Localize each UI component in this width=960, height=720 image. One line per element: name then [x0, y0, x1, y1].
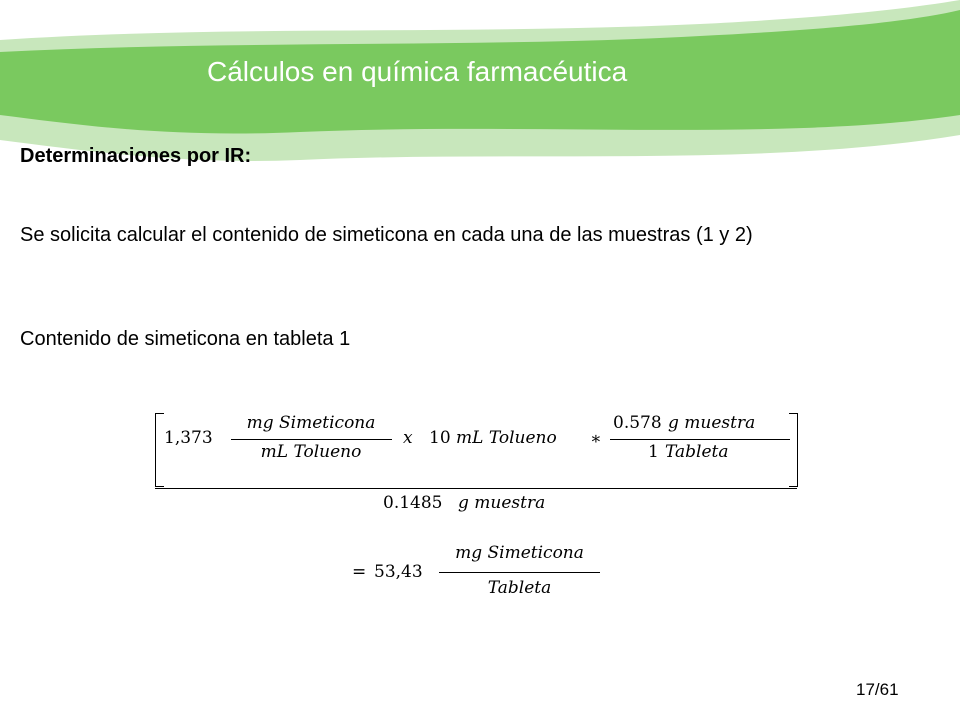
middle-unit: mL Tolueno: [456, 428, 557, 448]
fraction2-denominator-value: 1: [648, 442, 659, 462]
fraction1-bar: [231, 439, 392, 440]
left-bracket: [155, 413, 164, 487]
fraction1-numerator: mg Simeticona: [246, 413, 376, 433]
result-denominator: Tableta: [487, 578, 552, 598]
fraction2-denominator-unit: Tableta: [665, 442, 729, 462]
equals-sign: =: [352, 562, 367, 582]
fraction2-numerator-unit: g muestra: [668, 413, 756, 433]
denominator-unit: g muestra: [458, 493, 546, 513]
fraction2-numerator-value: 0.578: [613, 413, 662, 433]
denominator-value: 0.1485: [383, 493, 443, 513]
result-fraction-bar: [439, 572, 600, 573]
main-fraction-bar: [155, 488, 797, 489]
slide-title: Cálculos en química farmacéutica: [207, 56, 628, 87]
section-heading: Determinaciones por IR:: [20, 145, 252, 167]
result-numerator: mg Simeticona: [455, 543, 584, 563]
coefficient: 1,373: [164, 428, 213, 448]
middle-value: 10: [429, 428, 451, 448]
right-bracket: [789, 413, 798, 487]
multiply-star: ∗: [590, 429, 602, 449]
result-value: 53,43: [374, 562, 423, 582]
instruction-paragraph: Se solicita calcular el contenido de simeticona en cada una de las muestras (1 y 2): [20, 224, 753, 246]
subheading: Contenido de simeticona en tableta 1: [20, 328, 351, 350]
fraction2-bar: [610, 439, 790, 440]
fraction1-denominator: mL Tolueno: [260, 442, 362, 462]
page-number: 17/61: [856, 680, 899, 699]
times-sign: x: [403, 428, 413, 448]
